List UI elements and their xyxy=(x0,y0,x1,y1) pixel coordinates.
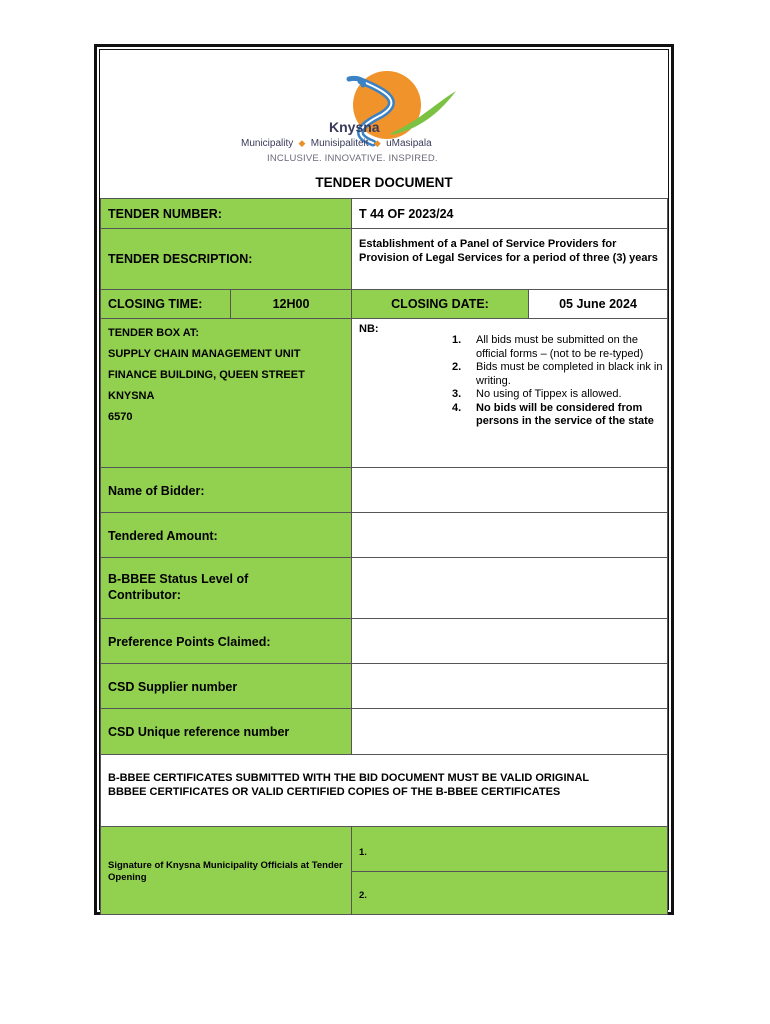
nb-item: 4. No bids will be considered from persons in the service of the state xyxy=(452,401,654,427)
signature-label-cell xyxy=(100,826,352,915)
tagline-munisipaliteit: Munisipaliteit xyxy=(310,138,369,149)
closing-time-value: 12H00 xyxy=(272,297,310,311)
nb-item: 1. All bids must be submitted on the official forms – (not to be re-typed) xyxy=(452,334,644,360)
nb-label: NB: xyxy=(359,323,379,335)
tagline-municipality: Municipality xyxy=(241,138,294,149)
csd-unique-reference-label: CSD Unique reference number xyxy=(108,725,290,739)
csd-supplier-number-input[interactable] xyxy=(351,663,668,709)
tagline-dot-icon: ◆ xyxy=(371,138,384,148)
tagline-umasipala: uMasipala xyxy=(386,138,432,149)
bbbee-notice: B-BBEE CERTIFICATES SUBMITTED WITH THE BID DOCUMENT MUST BE VALID ORIGINAL BBBEE CERTIFICATES OR VALID CERTIFIED COPIES OF THE B-BBEE CERTIFICATES xyxy=(108,772,589,798)
closing-time-label-cell xyxy=(100,289,231,319)
tender-box-line: KNYSNA xyxy=(108,390,155,402)
nb-item: 3. No using of Tippex is allowed. xyxy=(452,388,622,400)
tender-description-value: Establishment of a Panel of Service Providers for Provision of Legal Services for a period of three (3) years xyxy=(359,238,658,264)
bbbee-status-input[interactable] xyxy=(351,557,668,619)
tender-box-line: TENDER BOX AT: xyxy=(108,327,200,339)
tender-box-line: 6570 xyxy=(108,411,133,423)
tendered-amount-label-cell xyxy=(100,512,352,558)
tender-description-value-cell xyxy=(351,228,668,290)
csd-supplier-number-label: CSD Supplier number xyxy=(108,680,238,694)
preference-points-label: Preference Points Claimed: xyxy=(108,635,271,649)
tender-box-address xyxy=(108,323,305,428)
closing-time-label: CLOSING TIME: xyxy=(108,297,203,311)
preference-points-input[interactable] xyxy=(351,618,668,664)
signature-slot-1-number: 1. xyxy=(359,847,367,858)
signature-slot-1[interactable] xyxy=(351,826,668,872)
tender-number-label: TENDER NUMBER: xyxy=(108,207,222,221)
preference-points-label-cell xyxy=(100,618,352,664)
tender-box-cell xyxy=(100,318,352,468)
closing-date-value: 05 June 2024 xyxy=(559,297,637,311)
closing-date-label: CLOSING DATE: xyxy=(391,297,489,311)
signature-slot-2[interactable] xyxy=(351,871,668,915)
csd-unique-reference-input[interactable] xyxy=(351,708,668,755)
nb-list xyxy=(452,334,667,429)
name-of-bidder-input[interactable] xyxy=(351,467,668,513)
tender-number-label-cell xyxy=(100,198,352,229)
csd-unique-reference-label-cell xyxy=(100,708,352,755)
csd-supplier-number-label-cell xyxy=(100,663,352,709)
tender-description-label: TENDER DESCRIPTION: xyxy=(108,252,253,266)
bbbee-status-label: B-BBEE Status Level of Contributor: xyxy=(108,572,249,602)
tendered-amount-input[interactable] xyxy=(351,512,668,558)
signature-label: Signature of Knysna Municipality Officials at Tender Opening xyxy=(108,860,343,883)
tender-number-value: T 44 OF 2023/24 xyxy=(359,207,454,221)
bbbee-status-label-cell xyxy=(100,557,352,619)
tender-box-line: SUPPLY CHAIN MANAGEMENT UNIT xyxy=(108,348,301,360)
name-of-bidder-label-cell xyxy=(100,467,352,513)
signature-slot-2-number: 2. xyxy=(359,890,367,901)
tender-number-value-cell xyxy=(351,198,668,229)
brand-name: Knysna xyxy=(329,119,380,135)
logo-slogan: INCLUSIVE. INNOVATIVE. INSPIRED. xyxy=(267,153,438,164)
tender-document-frame xyxy=(94,44,674,915)
bbbee-notice-cell xyxy=(100,754,668,827)
name-of-bidder-label: Name of Bidder: xyxy=(108,484,205,498)
tagline-dot-icon: ◆ xyxy=(296,138,308,148)
logo-tagline xyxy=(241,138,432,149)
closing-time-value-cell xyxy=(230,289,352,319)
tender-box-line: FINANCE BUILDING, QUEEN STREET xyxy=(108,369,305,381)
nb-cell xyxy=(351,318,668,468)
closing-date-value-cell xyxy=(528,289,668,319)
tender-description-label-cell xyxy=(100,228,352,290)
nb-item: 2. Bids must be completed in black ink in writing. xyxy=(452,361,663,387)
tendered-amount-label: Tendered Amount: xyxy=(108,529,218,543)
document-title: TENDER DOCUMENT xyxy=(315,175,453,190)
closing-date-label-cell xyxy=(351,289,529,319)
